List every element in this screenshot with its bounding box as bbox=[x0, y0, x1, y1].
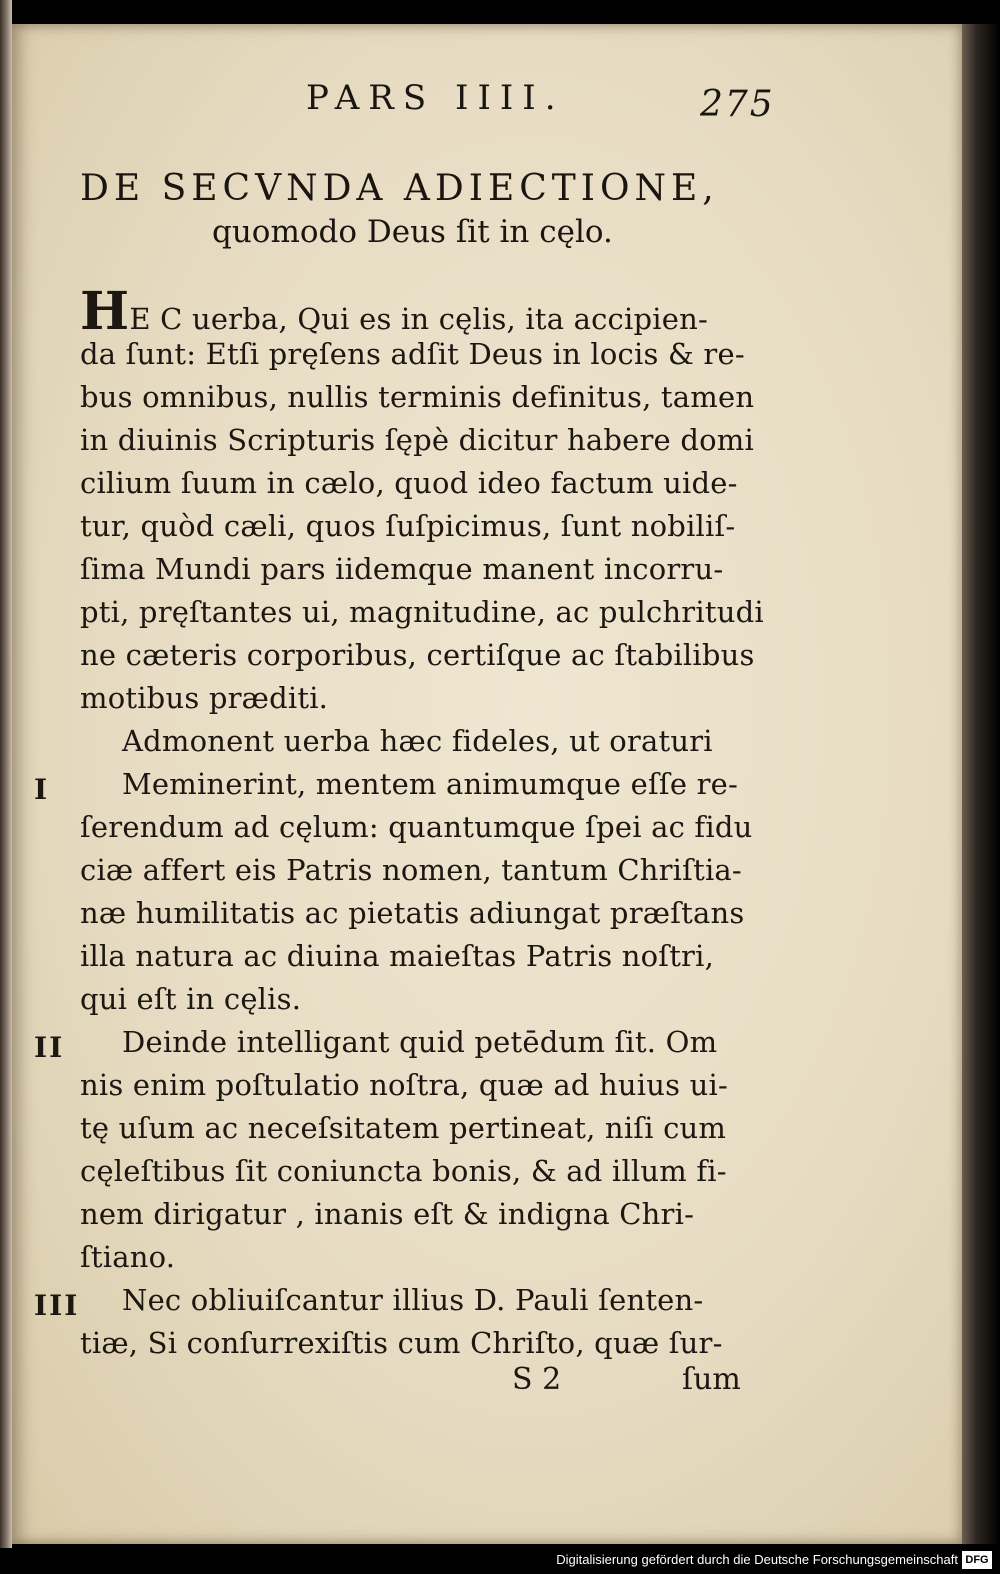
text-line: ſerendum ad cęlum: quantumque ſpei ac fidu bbox=[80, 810, 753, 844]
body-text bbox=[80, 281, 770, 1365]
text-line: illa natura ac diuina maieſtas Patris noſtri, bbox=[80, 939, 715, 973]
text-line: nem dirigatur , inanis eſt & indigna Chri- bbox=[80, 1197, 695, 1231]
dfg-logo-icon: DFG bbox=[962, 1551, 992, 1569]
text-line: in diuinis Scripturis ſępè dicitur habere domi bbox=[80, 423, 754, 457]
chapter-subtitle: quomodo Deus ſit in cęlo. bbox=[212, 214, 613, 250]
page-edge-shadow bbox=[962, 24, 1000, 1544]
text-line: Meminerint, mentem animumque eſſe re- bbox=[122, 767, 739, 801]
text-line: HE C uerba, Qui es in cęlis, ita accipien- bbox=[80, 281, 708, 342]
text-line: bus omnibus, nullis terminis definitus, tamen bbox=[80, 380, 755, 414]
text-line: tur, quòd cæli, quos ſuſpicimus, ſunt nobiliſ- bbox=[80, 509, 736, 543]
text-line: ne cæteris corporibus, certiſque ac ſtabilibus bbox=[80, 638, 755, 672]
text-line: pti, pręſtantes ui, magnitudine, ac pulchritudi bbox=[80, 595, 764, 629]
drop-cap: H bbox=[80, 281, 130, 342]
page-number: 275 bbox=[700, 84, 775, 125]
text-line: nis enim poſtulatio noſtra, quæ ad huius ui- bbox=[80, 1068, 729, 1102]
page-header bbox=[0, 78, 1000, 128]
text-line: qui eſt in cęlis. bbox=[80, 982, 302, 1016]
marginal-numeral: III bbox=[34, 1289, 80, 1322]
text-line: Nec obliuiſcantur illius D. Pauli ſenten- bbox=[122, 1283, 704, 1317]
chapter-title: DE SECVNDA ADIECTIONE, bbox=[80, 168, 719, 209]
binding-edge bbox=[0, 0, 12, 1574]
text-line: ſima Mundi pars iidemque manent incorru- bbox=[80, 552, 724, 586]
text-line: Deinde intelligant quid petēdum ſit. Om bbox=[122, 1025, 718, 1059]
text-line: da ſunt: Etſi pręſens adſit Deus in locis & re- bbox=[80, 337, 745, 371]
text-line: ciæ affert eis Patris nomen, tantum Chriſtia- bbox=[80, 853, 742, 887]
text-line: tiæ, Si conſurrexiſtis cum Chriſto, quæ ſur- bbox=[80, 1326, 723, 1360]
running-head: PARS IIII. bbox=[306, 78, 565, 118]
text-line: næ humilitatis ac pietatis adiungat præſtans bbox=[80, 896, 745, 930]
marginal-numeral: II bbox=[34, 1031, 65, 1064]
footer-credit: Digitalisierung gefördert durch die Deutsche Forschungsgemeinschaft bbox=[556, 1552, 958, 1567]
text-line: tę uſum ac neceſsitatem pertineat, niſi cum bbox=[80, 1111, 727, 1145]
text-line: ſtiano. bbox=[80, 1240, 176, 1274]
signature-mark: S 2 bbox=[512, 1362, 562, 1397]
digitization-footer bbox=[0, 1548, 1000, 1574]
text-line: Admonent uerba hæc fideles, ut oraturi bbox=[122, 724, 713, 758]
catchword: ſum bbox=[682, 1362, 741, 1397]
text-line: cilium ſuum in cælo, quod ideo factum uide- bbox=[80, 466, 738, 500]
marginal-numeral: I bbox=[34, 773, 50, 806]
text-line: motibus præditi. bbox=[80, 681, 329, 715]
text-line: cęleſtibus ſit coniuncta bonis, & ad illum fi- bbox=[80, 1154, 727, 1188]
